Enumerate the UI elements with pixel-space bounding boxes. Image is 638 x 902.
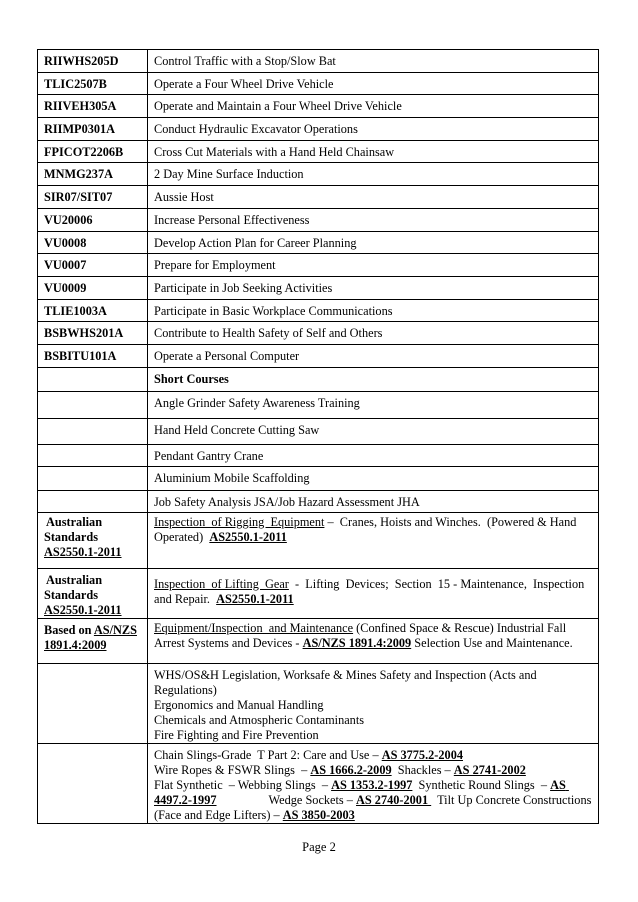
lifting-link[interactable]: Inspection of Lifting Gear [154, 576, 289, 591]
rigging-link[interactable]: Inspection of Rigging Equipment [154, 514, 325, 529]
empty-cell [38, 743, 148, 823]
unit-code: BSBWHS201A [38, 322, 148, 345]
unit-description: Prepare for Employment [148, 254, 599, 277]
standard-label-line: Standards [44, 529, 98, 544]
unit-description: Operate a Four Wheel Drive Vehicle [148, 72, 599, 95]
short-course-row [38, 490, 599, 512]
unit-row [38, 72, 599, 95]
short-course-name: Pendant Gantry Crane [148, 444, 599, 466]
empty-cell [38, 466, 148, 490]
standard-label-line: Australian [46, 572, 103, 587]
empty-cell [38, 391, 148, 418]
unit-row [38, 299, 599, 322]
standard-ref: AS2550.1-2011 [216, 591, 294, 606]
empty-cell [38, 490, 148, 512]
unit-row [38, 276, 599, 299]
short-course-name: Aluminium Mobile Scaffolding [148, 466, 599, 490]
unit-code: BSBITU101A [38, 344, 148, 367]
standard-row [38, 568, 599, 618]
whs-description: WHS/OS&H Legislation, Worksafe & Mines Safety and Inspection (Acts and Regulations) Ergonomics and Manual Handling Chemicals and Atmospheric Contaminants Fire Fighting and Fire Prevention [148, 663, 599, 743]
unit-row [38, 231, 599, 254]
slings-description: Chain Slings-Grade T Part 2: Care and Use – AS 3775.2-2004 Wire Ropes & FSWR Slings – AS 1666.2-2009 Shackles – AS 2741-2002 Flat Synthetic – Webbing Slings – AS 1353.2-1997 Synthetic Round Slings – AS 4497.2-1997 Wedge Sockets – AS 2740-2001 Tilt Up Concrete Constructions (Face and Edge Lifters) – AS 3850-2003 [148, 743, 599, 823]
unit-row [38, 186, 599, 209]
unit-row [38, 322, 599, 345]
unit-code: SIR07/SIT07 [38, 186, 148, 209]
rigging-description: Inspection of Rigging Equipment – Cranes, Hoists and Winches. (Powered & Hand Operated) AS2550.1-2011 [148, 512, 599, 568]
unit-description: Operate a Personal Computer [148, 344, 599, 367]
slings-row [38, 743, 599, 823]
unit-code: FPICOT2206B [38, 140, 148, 163]
standard-label-ref: AS2550.1-2011 [44, 602, 122, 617]
unit-code: TLIE1003A [38, 299, 148, 322]
unit-code: VU0008 [38, 231, 148, 254]
lifting-description: Inspection of Lifting Gear - Lifting Devices; Section 15 - Maintenance, Inspection and Repair. AS2550.1-2011 [148, 568, 599, 618]
unit-description: Control Traffic with a Stop/Slow Bat [148, 50, 599, 73]
unit-code: RIIWHS205D [38, 50, 148, 73]
unit-code: VU20006 [38, 208, 148, 231]
empty-cell [38, 444, 148, 466]
unit-description: Increase Personal Effectiveness [148, 208, 599, 231]
empty-cell [38, 418, 148, 444]
unit-code: MNMG237A [38, 163, 148, 186]
standard-label-ref: 1891.4:2009 [44, 637, 107, 652]
standard-label [38, 568, 148, 618]
unit-code: RIIVEH305A [38, 95, 148, 118]
unit-row [38, 118, 599, 141]
standard-label-line: Standards [44, 587, 98, 602]
standard-label: Based on AS/NZS 1891.4:2009 [38, 618, 148, 663]
page-number: Page 2 [302, 840, 336, 854]
unit-description: Participate in Basic Workplace Communications [148, 299, 599, 322]
whs-row [38, 663, 599, 743]
unit-row [38, 50, 599, 73]
unit-description: Conduct Hydraulic Excavator Operations [148, 118, 599, 141]
standard-ref: AS/NZS 1891.4:2009 [302, 635, 412, 650]
unit-row [38, 163, 599, 186]
unit-description: Aussie Host [148, 186, 599, 209]
standard-row [38, 618, 599, 663]
unit-code: VU0007 [38, 254, 148, 277]
short-courses-heading: Short Courses [148, 367, 599, 391]
unit-row [38, 254, 599, 277]
unit-row [38, 208, 599, 231]
short-course-name: Angle Grinder Safety Awareness Training [148, 391, 599, 418]
unit-row [38, 95, 599, 118]
standard-ref: AS2550.1-2011 [209, 529, 287, 544]
unit-description: Operate and Maintain a Four Wheel Drive Vehicle [148, 95, 599, 118]
unit-code: VU0009 [38, 276, 148, 299]
standard-label-ref: AS2550.1-2011 [44, 544, 122, 559]
standard-label-line: Australian [46, 514, 103, 529]
unit-row [38, 344, 599, 367]
unit-description: Develop Action Plan for Career Planning [148, 231, 599, 254]
unit-code: TLIC2507B [38, 72, 148, 95]
short-course-row [38, 391, 599, 418]
short-courses-heading-row [38, 367, 599, 391]
fall-arrest-description: Equipment/Inspection and Maintenance (Confined Space & Rescue) Industrial Fall Arrest Systems and Devices - AS/NZS 1891.4:2009 Selection Use and Maintenance. [148, 618, 599, 663]
unit-row [38, 140, 599, 163]
unit-code: RIIMP0301A [38, 118, 148, 141]
short-course-row [38, 418, 599, 444]
unit-description: Cross Cut Materials with a Hand Held Chainsaw [148, 140, 599, 163]
short-course-row [38, 444, 599, 466]
empty-cell [38, 663, 148, 743]
qualifications-table [37, 49, 599, 824]
short-course-row [38, 466, 599, 490]
empty-cell [38, 367, 148, 391]
short-course-name: Job Safety Analysis JSA/Job Hazard Assessment JHA [148, 490, 599, 512]
short-course-name: Hand Held Concrete Cutting Saw [148, 418, 599, 444]
standard-row [38, 512, 599, 568]
unit-description: Contribute to Health Safety of Self and Others [148, 322, 599, 345]
standard-label [38, 512, 148, 568]
unit-description: Participate in Job Seeking Activities [148, 276, 599, 299]
fall-arrest-link[interactable]: Equipment/Inspection and Maintenance [154, 620, 354, 635]
unit-description: 2 Day Mine Surface Induction [148, 163, 599, 186]
